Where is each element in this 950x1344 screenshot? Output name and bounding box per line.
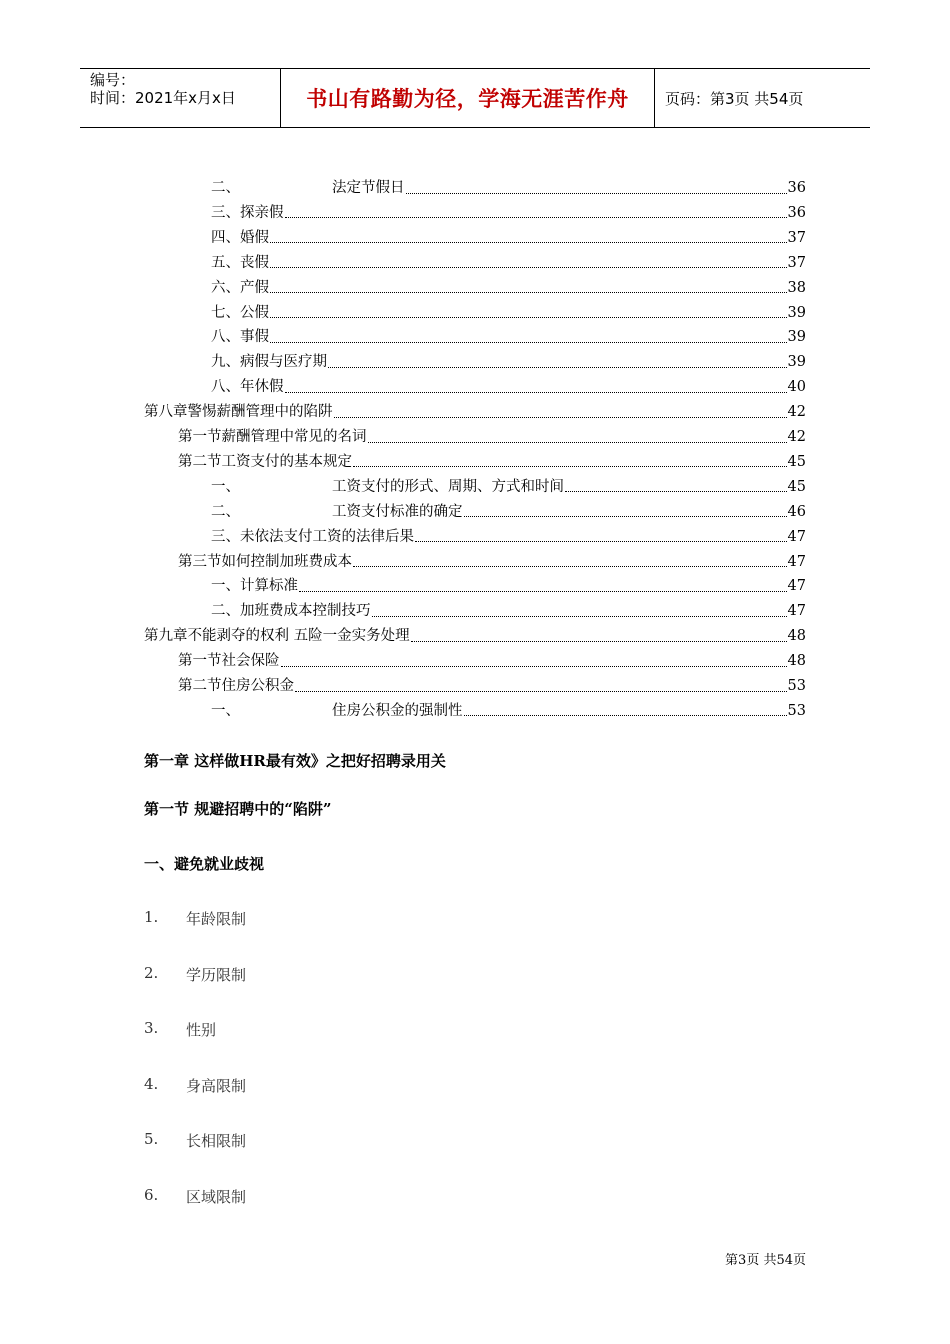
toc-entry[interactable] — [211, 325, 806, 349]
toc-entry-number: 第一节 — [178, 429, 222, 445]
toc-entry-title — [211, 201, 284, 225]
toc-entry-page: 45 — [787, 478, 806, 495]
toc-entry-number: 一、 — [211, 478, 240, 495]
toc-entry-number: 第三节 — [178, 553, 222, 570]
toc-dot-leader — [372, 616, 787, 617]
toc-entry-page: 38 — [787, 279, 806, 296]
toc-dot-leader — [406, 193, 787, 194]
page-footer: 第3页 共54页 — [725, 1253, 806, 1268]
toc-dot-leader — [415, 541, 787, 542]
list-item-text: 性别 — [186, 1021, 217, 1040]
list-item — [144, 1019, 216, 1040]
toc-entry-page: 42 — [787, 404, 806, 421]
toc-entry-title — [211, 325, 269, 349]
list-item-text: 长相限制 — [186, 1132, 247, 1151]
toc-entry-title — [211, 699, 463, 723]
toc-entry-title — [144, 624, 410, 648]
toc-entry-number: 第二节 — [178, 453, 222, 470]
toc-dot-leader — [270, 292, 787, 293]
list-item-text: 身高限制 — [186, 1076, 247, 1095]
toc-entry-text: 事假 — [240, 329, 269, 346]
toc-entry-title — [211, 176, 405, 200]
toc-entry-page: 42 — [787, 429, 806, 445]
toc-entry-page: 36 — [787, 180, 806, 196]
toc-entry-number: 四、 — [211, 229, 240, 246]
header-page-cell — [655, 69, 870, 127]
toc-entry-text: 工资支付的形式、周期、方式和时间 — [332, 478, 564, 495]
list-item-text: 年龄限制 — [186, 910, 247, 928]
toc-entry-number: 第九章 — [144, 628, 188, 645]
toc-entry-number: 五、 — [211, 254, 240, 271]
toc-entry[interactable] — [211, 525, 806, 549]
list-item-number: 2. — [144, 963, 159, 982]
toc-entry-number: 第一节 — [178, 653, 222, 670]
toc-entry-page: 47 — [787, 528, 806, 545]
toc-entry[interactable] — [178, 450, 806, 474]
toc-entry-title — [178, 425, 367, 449]
toc-entry-text: 婚假 — [240, 229, 269, 246]
toc-entry[interactable] — [178, 550, 806, 574]
toc-entry[interactable] — [211, 599, 806, 623]
toc-entry[interactable] — [178, 425, 806, 449]
toc-entry-number: 三、 — [211, 204, 240, 221]
toc-entry-number: 第八章 — [144, 404, 188, 421]
toc-entry-title — [178, 649, 280, 673]
toc-entry-title — [178, 450, 352, 474]
toc-dot-leader — [270, 267, 787, 268]
toc-entry-page: 36 — [787, 204, 806, 221]
toc-entry[interactable] — [211, 201, 806, 225]
date-label: 时间：2021年x月x日 — [90, 89, 236, 107]
toc-entry[interactable] — [211, 574, 806, 598]
toc-entry-page: 39 — [787, 329, 806, 346]
toc-entry-number: 八、 — [211, 379, 240, 396]
toc-entry-title — [178, 674, 294, 698]
toc-dot-leader — [295, 691, 787, 692]
toc-entry-text: 未依法支付工资的法律后果 — [240, 528, 414, 545]
toc-dot-leader — [285, 392, 787, 393]
toc-dot-leader — [368, 442, 787, 443]
toc-entry[interactable] — [211, 475, 806, 499]
toc-entry-title — [211, 599, 371, 623]
toc-entry[interactable] — [211, 350, 806, 374]
toc-entry-number: 第二节 — [178, 678, 222, 694]
list-item — [144, 908, 246, 929]
toc-entry-text: 计算标准 — [240, 578, 298, 595]
toc-entry-title — [211, 276, 269, 300]
toc-entry-text: 工资支付标准的确定 — [332, 503, 463, 520]
toc-entry-page: 47 — [787, 603, 806, 620]
toc-entry-title — [211, 574, 298, 598]
toc-entry-title — [178, 550, 352, 574]
toc-entry-number: 九、 — [211, 354, 240, 371]
toc-entry-page: 46 — [787, 503, 806, 520]
toc-entry-text: 法定节假日 — [332, 180, 405, 196]
toc-entry-text: 如何控制加班费成本 — [221, 553, 352, 570]
toc-entry-page: 48 — [787, 653, 806, 670]
list-item-number: 5. — [144, 1130, 159, 1149]
code-label: 编号： — [90, 71, 136, 89]
list-item-number: 1. — [144, 908, 159, 926]
toc-entry[interactable] — [144, 624, 806, 648]
toc-entry[interactable] — [211, 699, 806, 723]
toc-entry-number: 七、 — [211, 304, 240, 321]
toc-entry-page: 39 — [787, 354, 806, 371]
toc-entry-page: 53 — [787, 678, 806, 694]
toc-entry-text: 丧假 — [240, 254, 269, 271]
toc-entry-text: 住房公积金的强制性 — [332, 702, 463, 719]
toc-dot-leader — [270, 317, 787, 318]
toc-entry-title — [211, 226, 269, 250]
document-header — [80, 68, 870, 128]
list-item — [144, 1075, 246, 1096]
chapter-heading: 第一章 这样做HR最有效》之把好招聘录用关 — [144, 752, 446, 770]
toc-dot-leader — [270, 242, 787, 243]
list-item — [144, 964, 246, 985]
toc-entry-title — [211, 350, 327, 374]
toc-dot-leader — [565, 491, 787, 492]
toc-entry-number: 三、 — [211, 528, 240, 545]
toc-dot-leader — [270, 342, 787, 343]
toc-entry-page: 48 — [787, 628, 806, 645]
header-motto-cell — [281, 69, 655, 127]
toc-entry-number: 一、 — [211, 702, 240, 719]
toc-entry-number: 二、 — [211, 180, 240, 196]
list-item — [144, 1186, 246, 1207]
list-item-text: 区域限制 — [186, 1188, 247, 1206]
toc-dot-leader — [285, 217, 787, 218]
toc-entry-text: 年休假 — [240, 379, 284, 396]
toc-entry-title — [211, 525, 414, 549]
toc-entry-text: 住房公积金 — [221, 678, 294, 694]
toc-dot-leader — [328, 367, 787, 368]
toc-entry-title — [211, 375, 284, 399]
toc-entry-page: 45 — [787, 453, 806, 470]
toc-entry-number: 二、 — [211, 503, 240, 520]
toc-entry-page: 37 — [787, 229, 806, 246]
list-item-number: 4. — [144, 1074, 159, 1093]
toc-entry[interactable] — [211, 276, 806, 300]
toc-dot-leader — [411, 641, 787, 642]
toc-entry-title — [211, 475, 564, 499]
list-item-number: 6. — [144, 1186, 159, 1204]
toc-entry-text: 公假 — [240, 304, 269, 321]
toc-entry-text: 不能剥夺的权利 五险一金实务处理 — [187, 628, 410, 645]
toc-dot-leader — [334, 417, 787, 418]
toc-entry-page: 39 — [787, 304, 806, 321]
toc-entry-text: 社会保险 — [221, 653, 280, 670]
toc-entry[interactable] — [178, 674, 806, 698]
toc-entry-number: 八、 — [211, 329, 240, 346]
toc-dot-leader — [353, 566, 787, 567]
toc-dot-leader — [464, 516, 787, 517]
toc-entry[interactable] — [211, 226, 806, 250]
motto-text: 书山有路勤为径，学海无涯苦作舟 — [306, 87, 629, 111]
toc-entry-number: 六、 — [211, 279, 240, 296]
toc-entry-page: 47 — [787, 578, 806, 595]
toc-entry-page: 47 — [787, 553, 806, 570]
toc-entry[interactable] — [144, 400, 806, 424]
toc-entry-text: 病假与医疗期 — [240, 354, 327, 371]
toc-entry-title — [211, 500, 463, 524]
toc-entry-number: 一、 — [211, 578, 240, 595]
toc-entry-page: 37 — [787, 254, 806, 271]
toc-entry[interactable] — [211, 176, 806, 200]
toc-dot-leader — [281, 666, 787, 667]
toc-entry[interactable] — [211, 375, 806, 399]
toc-entry-number: 二、 — [211, 603, 240, 620]
toc-entry-text: 薪酬管理中常见的名词 — [221, 429, 367, 445]
toc-entry-text: 警惕薪酬管理中的陷阱 — [187, 404, 333, 421]
toc-dot-leader — [464, 715, 787, 716]
toc-entry-page: 40 — [787, 379, 806, 396]
header-page-label: 页码：第3页 共54页 — [665, 89, 804, 108]
toc-entry-title — [211, 301, 269, 325]
subsection-heading: 一、避免就业歧视 — [144, 855, 265, 873]
list-item-text: 学历限制 — [186, 965, 247, 984]
list-item — [144, 1130, 246, 1151]
toc-entry-title — [211, 251, 269, 275]
header-left-cell — [80, 69, 281, 127]
list-item-number: 3. — [144, 1019, 159, 1038]
toc-entry-title — [144, 400, 333, 424]
toc-entry[interactable] — [211, 301, 806, 325]
toc-entry-text: 探亲假 — [240, 204, 284, 221]
toc-dot-leader — [353, 466, 787, 467]
toc-dot-leader — [299, 591, 787, 592]
toc-entry[interactable] — [211, 251, 806, 275]
toc-entry-page: 53 — [787, 702, 806, 719]
section-heading: 第一节 规避招聘中的“陷阱” — [144, 800, 332, 818]
toc-entry-text: 产假 — [240, 279, 269, 296]
toc-entry-text: 工资支付的基本规定 — [221, 453, 352, 470]
toc-entry[interactable] — [178, 649, 806, 673]
toc-entry-text: 加班费成本控制技巧 — [240, 603, 371, 620]
toc-entry[interactable] — [211, 500, 806, 524]
